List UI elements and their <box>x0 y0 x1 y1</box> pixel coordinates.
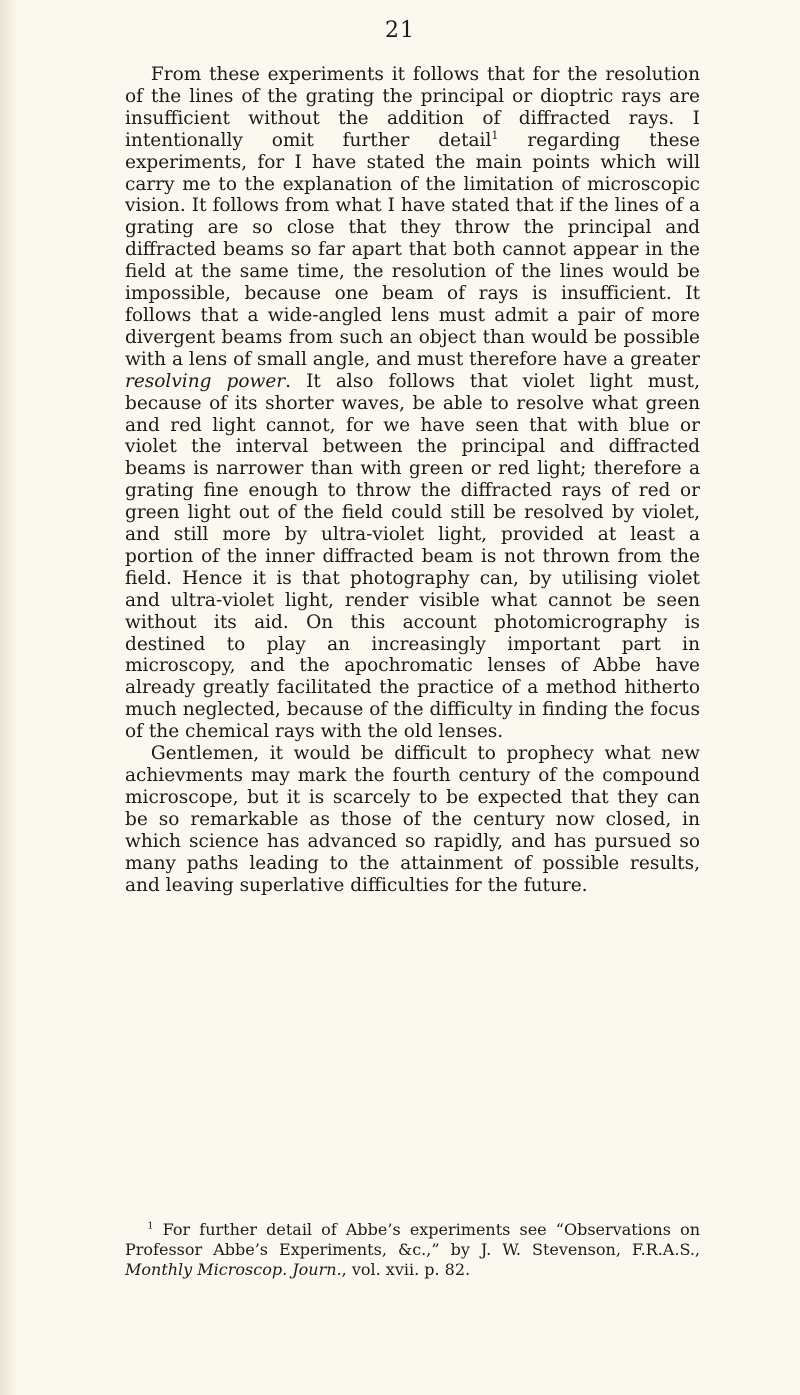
footnote-journal-title: Monthly Microscop. Journ. <box>125 1260 342 1279</box>
paragraph-1-part-2: regarding these experiments, for I have stated the main points which will carry me to the explanation of the limitation of microscopic vision. It follows from what I have stated that if the lines of a grating are so close that they throw the principal and diffracted beams so far apart that both cannot appear in the field at the same time, the resolution of the lines would be impossible, because one beam of rays is insufficient. It follows that a wide-angled lens must admit a pair of more divergent beams from such an object than would be possible with a lens of small angle, and must therefore have a greater <box>125 129 700 370</box>
page-edge-shadow <box>0 0 18 1395</box>
footnote-mark: 1 <box>147 1220 154 1232</box>
footnote-part-2: , vol. xvii. p. 82. <box>341 1260 471 1279</box>
paragraph-2: Gentlemen, it would be difficult to prophecy what new achievments may mark the fourth century of the compound microscope, but it is scarcely to be expected that they can be so remarkable as those of the century now closed, in which science has advanced so rapidly, and has pursued so many paths leading to the attainment of possible results, and leaving superlative difficulties for the future. <box>125 743 700 896</box>
body-text <box>125 64 700 896</box>
footnote-part-1: For further detail of Abbe’s experiments see “Observations on Professor Abbe’s Experiments, &c.,” by J. W. Stevenson, F.R.A.S., <box>125 1220 700 1259</box>
paragraph-1-part-3: . It also follows that violet light must, because of its shorter waves, be able to resolve what green and red light cannot, for we have seen that with blue or violet the interval between the principal and diffracted beams is narrower than with green or red light; therefore a grating fine enough to throw the diffracted rays of red or green light out of the field could still be resolved by violet, and still more by ultra-violet light, provided at least a portion of the inner diffracted beam is not thrown from the field. Hence it is that photography can, by utilising violet and ultra-violet light, render visible what cannot be seen without its aid. On this account photomicrography is destined to play an increasingly important part in microscopy, and the apochromatic lenses of Abbe have already greatly facilitated the practice of a method hitherto much neglected, because of the difficulty in finding the focus of the chemical rays with the old lenses. <box>125 370 700 743</box>
footnote <box>125 1220 700 1280</box>
paragraph-1 <box>125 64 700 743</box>
paragraph-1-part-1: From these experiments it follows that for the resolution of the lines of the grating the principal or dioptric rays are insufficient without the addition of diffracted rays. I intentionally omit further detail <box>125 64 700 151</box>
footnote-reference: 1 <box>491 128 499 142</box>
emphasis-resolving-power: resolving power <box>125 370 286 392</box>
footnote-text <box>125 1220 700 1280</box>
page-number: 21 <box>385 18 415 43</box>
